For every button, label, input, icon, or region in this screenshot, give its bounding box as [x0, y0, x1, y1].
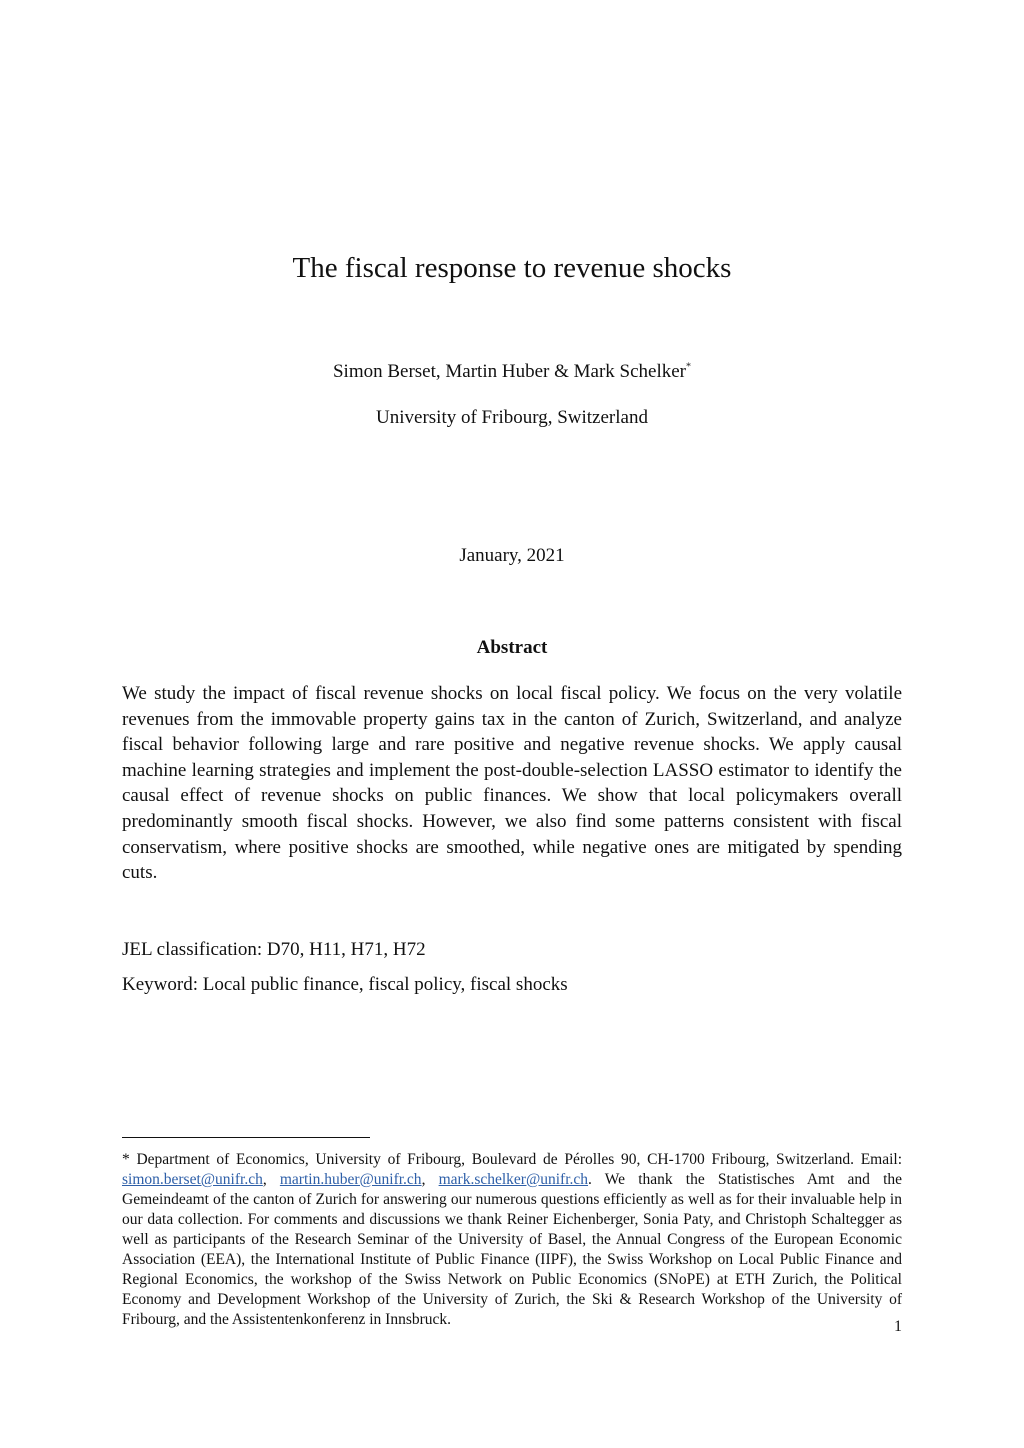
- publication-date: January, 2021: [459, 545, 565, 566]
- footnote-divider: [122, 1137, 370, 1138]
- footnote-address: * Department of Economics, University of Fribourg, Boulevard de Pérolles 90, CH-1700 Fribourg, Switzerland.: [122, 1151, 854, 1168]
- footnote-email-label: Email:: [860, 1151, 903, 1168]
- paper-title: The fiscal response to revenue shocks: [292, 252, 732, 284]
- email-separator: ,: [421, 1171, 439, 1188]
- email-link-berset[interactable]: simon.berset@unifr.ch: [122, 1171, 263, 1188]
- email-link-schelker[interactable]: mark.schelker@unifr.ch: [438, 1171, 589, 1188]
- author-footnote-marker: *: [686, 361, 691, 373]
- email-link-huber[interactable]: martin.huber@unifr.ch: [279, 1171, 422, 1188]
- author-list: [0, 360, 1024, 384]
- jel-classification: JEL classification: D70, H11, H71, H72: [122, 939, 426, 960]
- email-separator: ,: [262, 1171, 280, 1188]
- footnote-acknowledgements: . We thank the Statistisches Amt and the Gemeindeamt of the canton of Zurich for answering our numerous questions efficiently as well as for their invaluable help in our data collection. For comments and discussions we thank Reiner Eichenberger, Sonia Paty, and Christoph Schaltegger as well as participants of the Research Seminar of the University of Basel, the Annual Congress of the European Economic Association (EEA), the International Institute of Public Finance (IIPF), the Swiss Workshop on Local Public Finance and Regional Economics, the workshop of the Swiss Network on Public Economics (SNoPE) at ETH Zurich, the Political Economy and Development Workshop of the University of Zurich, the Ski & Research Workshop of the University of Fribourg, and the Assistentenkonferenz in Innsbruck.: [122, 1171, 902, 1328]
- abstract-text: We study the impact of fiscal revenue shocks on local fiscal policy. We focus on the very volatile revenues from the immovable property gains tax in the canton of Zurich, Switzerland, and analyze fiscal behavior following large and rare positive and negative revenue shocks. We apply causal machine learning strategies and implement the post-double-selection LASSO estimator to identify the causal effect of revenue shocks on public finances. We show that local policymakers overall predominantly smooth fiscal shocks. However, we also find some patterns consistent with fiscal conservatism, where positive shocks are smoothed, while negative ones are mitigated by spending cuts.: [122, 683, 902, 884]
- footnote: [122, 1150, 902, 1330]
- page-number: 1: [894, 1318, 902, 1335]
- affiliation: University of Fribourg, Switzerland: [376, 407, 648, 428]
- author-names: Simon Berset, Martin Huber & Mark Schelker: [332, 361, 686, 382]
- abstract-heading: Abstract: [476, 637, 548, 658]
- keywords: Keyword: Local public finance, fiscal policy, fiscal shocks: [122, 974, 568, 995]
